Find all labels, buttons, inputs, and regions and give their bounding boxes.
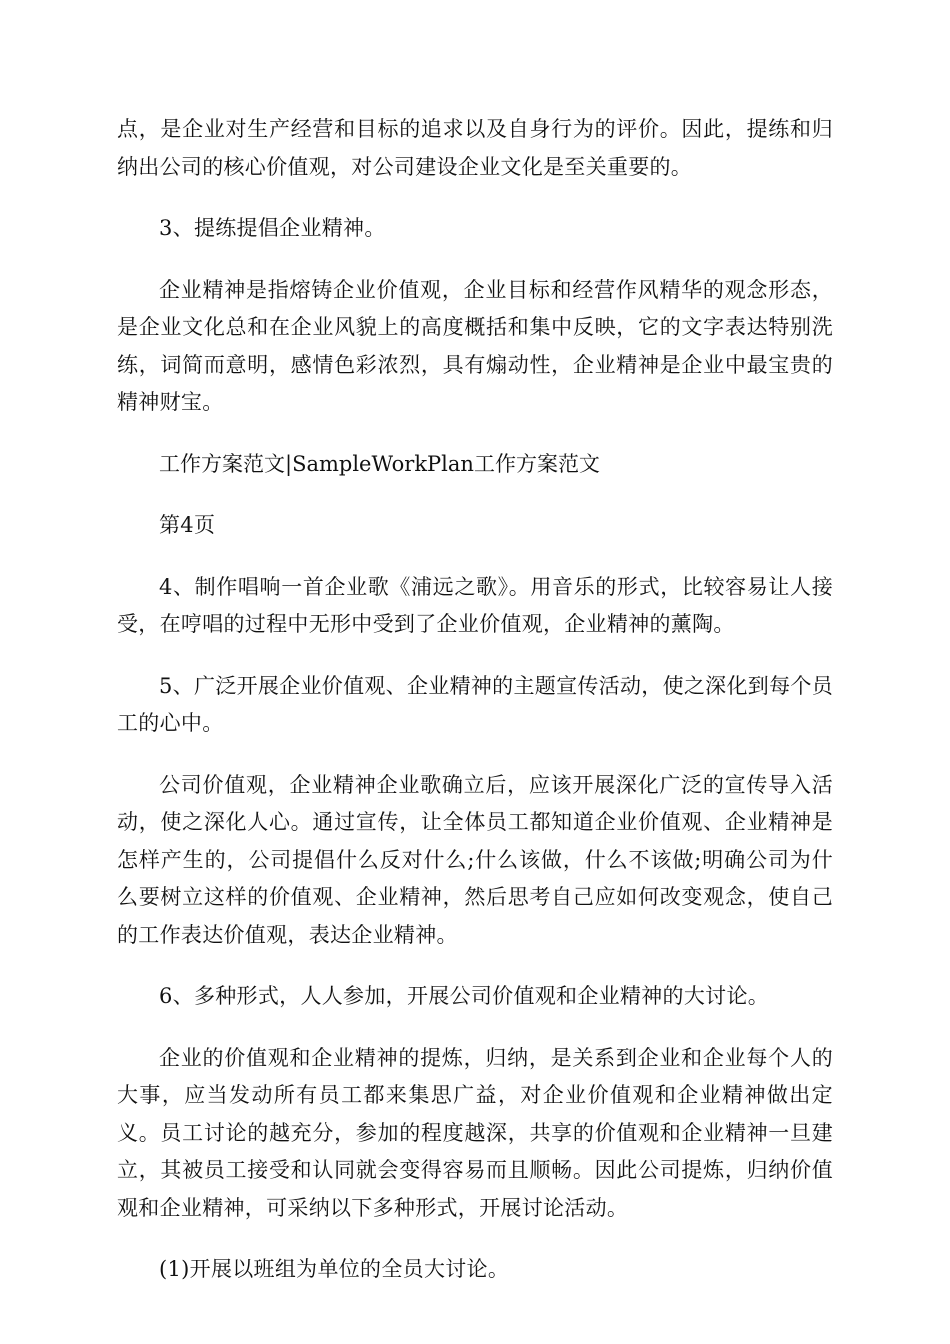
document-body [117,111,833,1313]
paragraph-item-6-heading: 6、多种形式，人人参加，开展公司价值观和企业精神的大讨论。 [159,984,770,1008]
page-header-text: 工作方案范文|SampleWorkPlan工作方案范文 [159,451,600,476]
paragraph-item-4-song: 4、制作唱响一首企业歌《浦远之歌》。用音乐的形式，比较容易让人接受，在哼唱的过程中无形中受到了企业价值观，企业精神的薰陶。 [117,574,833,636]
paragraph-item-5-heading: 5、广泛开展企业价值观、企业精神的主题宣传活动，使之深化到每个员工的心中。 [117,673,833,735]
page-number: 第4页 [159,513,216,537]
paragraph-continuation: 点，是企业对生产经营和目标的追求以及自身行为的评价。因此，提练和归纳出公司的核心价值观，对公司建设企业文化是至关重要的。 [117,117,833,179]
paragraph-enterprise-spirit: 企业精神是指熔铸企业价值观，企业目标和经营作风精华的观念形态，是企业文化总和在企业风貌上的高度概括和集中反映，它的文字表达特别洗练，词简而意明，感情色彩浓烈，具有煽动性，企业精神是企业中最宝贵的精神财宝。 [117,277,833,414]
paragraph-item-3-heading: 3、提练提倡企业精神。 [159,216,386,240]
paragraph-promotion: 公司价值观，企业精神企业歌确立后，应该开展深化广泛的宣传导入活动，使之深化人心。通过宣传，让全体员工都知道企业价值观、企业精神是怎样产生的，公司提倡什么反对什么;什么该做，什么不该做;明确公司为什么要树立这样的价值观、企业精神，然后思考自己应如何改变观念，使自己的工作表达价值观，表达企业精神。 [117,772,833,947]
paragraph-subitem-1: (1)开展以班组为单位的全员大讨论。 [159,1257,510,1281]
paragraph-discussion: 企业的价值观和企业精神的提炼，归纳，是关系到企业和企业每个人的大事，应当发动所有员工都来集思广益，对企业价值观和企业精神做出定义。员工讨论的越充分，参加的程度越深，共享的价值观和企业精神一旦建立，其被员工接受和认同就会变得容易而且顺畅。因此公司提炼，归纳价值观和企业精神，可采纳以下多种形式，开展讨论活动。 [117,1045,833,1220]
